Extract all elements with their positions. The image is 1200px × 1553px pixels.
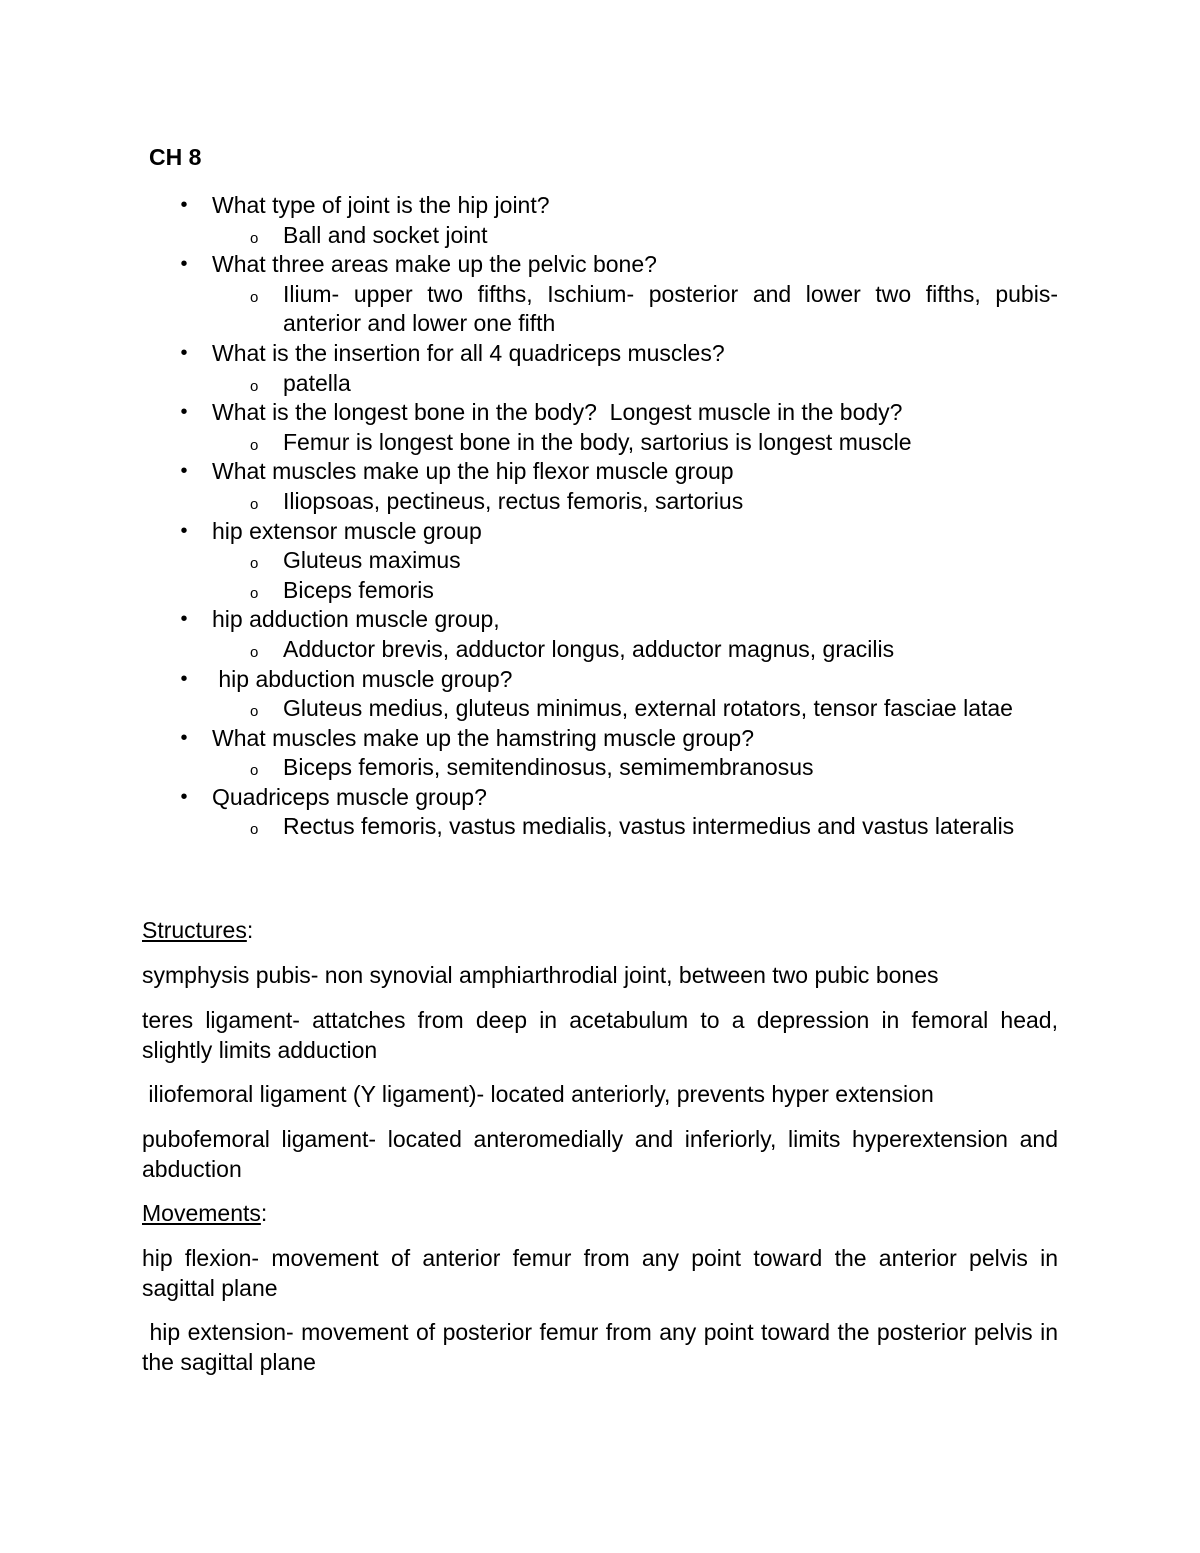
- question-text: hip abduction muscle group?: [212, 665, 513, 692]
- answer-text: Ball and socket joint: [283, 221, 488, 248]
- structure-paragraph: [142, 1006, 1058, 1065]
- answer-list: [212, 635, 1058, 665]
- answer-item: [212, 369, 1058, 399]
- question-text: What three areas make up the pelvic bone?: [212, 251, 657, 278]
- answer-text: Femur is longest bone in the body, sartorius is longest muscle: [283, 428, 912, 455]
- structures-heading-label: Structures: [142, 917, 247, 943]
- question-item: [142, 250, 1058, 339]
- bullet-icon: •: [180, 785, 188, 808]
- answer-item: [212, 221, 1058, 251]
- structure-text: pubofemoral ligament- located anteromedially and inferiorly, limits hyperextension and abduction: [142, 1126, 1058, 1182]
- answer-list: [212, 221, 1058, 251]
- question-item: [142, 517, 1058, 606]
- question-item: [142, 783, 1058, 842]
- movements-heading: [142, 1199, 1058, 1229]
- answer-text: Rectus femoris, vastus medialis, vastus intermedius and vastus lateralis: [283, 813, 1015, 840]
- sub-bullet-icon: o: [250, 703, 259, 721]
- answer-text: Gluteus medius, gluteus minimus, external rotators, tensor fasciae latae: [283, 695, 1013, 722]
- question-item: [142, 398, 1058, 457]
- bullet-icon: •: [180, 460, 188, 483]
- bullet-icon: •: [180, 341, 188, 364]
- answer-item: [212, 487, 1058, 517]
- movements-heading-label: Movements: [142, 1200, 261, 1226]
- answer-item: [212, 428, 1058, 458]
- structure-text: teres ligament- attatches from deep in acetabulum to a depression in femoral head, slightly limits adduction: [142, 1007, 1058, 1063]
- bullet-icon: •: [180, 519, 188, 542]
- movements-heading-block: [142, 1199, 1058, 1229]
- structures-heading-block: [142, 916, 1058, 946]
- bullet-icon: •: [180, 253, 188, 276]
- bullet-icon: •: [180, 401, 188, 424]
- sub-bullet-icon: o: [250, 762, 259, 780]
- answer-text: Gluteus maximus: [283, 547, 461, 574]
- answer-item: [212, 280, 1058, 339]
- sub-bullet-icon: o: [250, 555, 259, 573]
- movement-paragraph: [142, 1318, 1065, 1377]
- bullet-icon: •: [180, 667, 188, 690]
- answer-item: [212, 576, 1058, 606]
- question-text: Quadriceps muscle group?: [212, 783, 487, 810]
- structure-paragraph: [142, 961, 1058, 991]
- bullet-icon: •: [180, 194, 188, 216]
- answer-list: [212, 280, 1058, 339]
- question-item: [142, 339, 1058, 398]
- sub-bullet-icon: o: [250, 821, 259, 839]
- answer-text: patella: [283, 369, 351, 396]
- question-list: [142, 191, 1058, 842]
- question-item: [142, 665, 1058, 724]
- answer-text: Biceps femoris, semitendinosus, semimembranosus: [283, 754, 814, 781]
- sub-bullet-icon: o: [250, 643, 259, 661]
- question-text: hip adduction muscle group,: [212, 606, 500, 633]
- sub-bullet-icon: o: [250, 229, 259, 247]
- question-item: [142, 724, 1058, 783]
- movement-text: hip extension- movement of posterior femur from any point toward the posterior pelvis in the sagittal plane: [142, 1319, 1065, 1375]
- answer-list: [212, 428, 1058, 458]
- structure-text: symphysis pubis- non synovial amphiarthrodial joint, between two pubic bones: [142, 962, 939, 988]
- structure-paragraph: [142, 1125, 1058, 1184]
- answer-text: Biceps femoris: [283, 576, 434, 603]
- answer-list: [212, 546, 1058, 605]
- sub-bullet-icon: o: [250, 436, 259, 454]
- question-item: [142, 457, 1058, 516]
- answer-list: [212, 812, 1058, 842]
- question-text: hip extensor muscle group: [212, 517, 482, 544]
- answer-item: [212, 812, 1058, 842]
- answer-item: [212, 546, 1058, 576]
- answer-list: [212, 369, 1058, 399]
- sub-bullet-icon: o: [250, 495, 259, 513]
- question-text: What is the insertion for all 4 quadriceps muscles?: [212, 339, 725, 366]
- sub-bullet-icon: o: [250, 288, 259, 306]
- answer-text: Adductor brevis, adductor longus, adductor magnus, gracilis: [283, 635, 895, 662]
- question-text: What muscles make up the hip flexor muscle group: [212, 458, 734, 485]
- question-item: [142, 191, 1058, 250]
- sub-bullet-icon: o: [250, 584, 259, 602]
- movement-paragraph: [142, 1244, 1058, 1303]
- bullet-icon: •: [180, 726, 188, 749]
- answer-list: [212, 694, 1058, 724]
- answer-item: [212, 753, 1058, 783]
- question-text: What type of joint is the hip joint?: [212, 192, 550, 218]
- answer-item: [212, 694, 1058, 724]
- question-text: What muscles make up the hamstring muscle group?: [212, 724, 755, 751]
- chapter-title: CH 8: [149, 144, 202, 170]
- movements-heading-colon: :: [260, 1200, 268, 1226]
- structures-heading-colon: :: [246, 917, 254, 943]
- bullet-icon: •: [180, 608, 188, 631]
- structure-paragraph: [142, 1080, 1058, 1110]
- question-text: What is the longest bone in the body? Longest muscle in the body?: [212, 399, 903, 426]
- question-item: [142, 605, 1058, 664]
- answer-text: Ilium- upper two fifths, Ischium- posterior and lower two fifths, pubis- anterior and lower one fifth: [283, 280, 1058, 337]
- structures-heading: [142, 916, 1058, 946]
- answer-item: [212, 635, 1058, 665]
- sub-bullet-icon: o: [250, 377, 259, 395]
- structure-text: iliofemoral ligament (Y ligament)- located anteriorly, prevents hyper extension: [142, 1081, 934, 1107]
- movement-text: hip flexion- movement of anterior femur from any point toward the anterior pelvis in sagittal plane: [142, 1245, 1058, 1301]
- answer-list: [212, 753, 1058, 783]
- answer-list: [212, 487, 1058, 517]
- answer-text: Iliopsoas, pectineus, rectus femoris, sartorius: [283, 487, 744, 514]
